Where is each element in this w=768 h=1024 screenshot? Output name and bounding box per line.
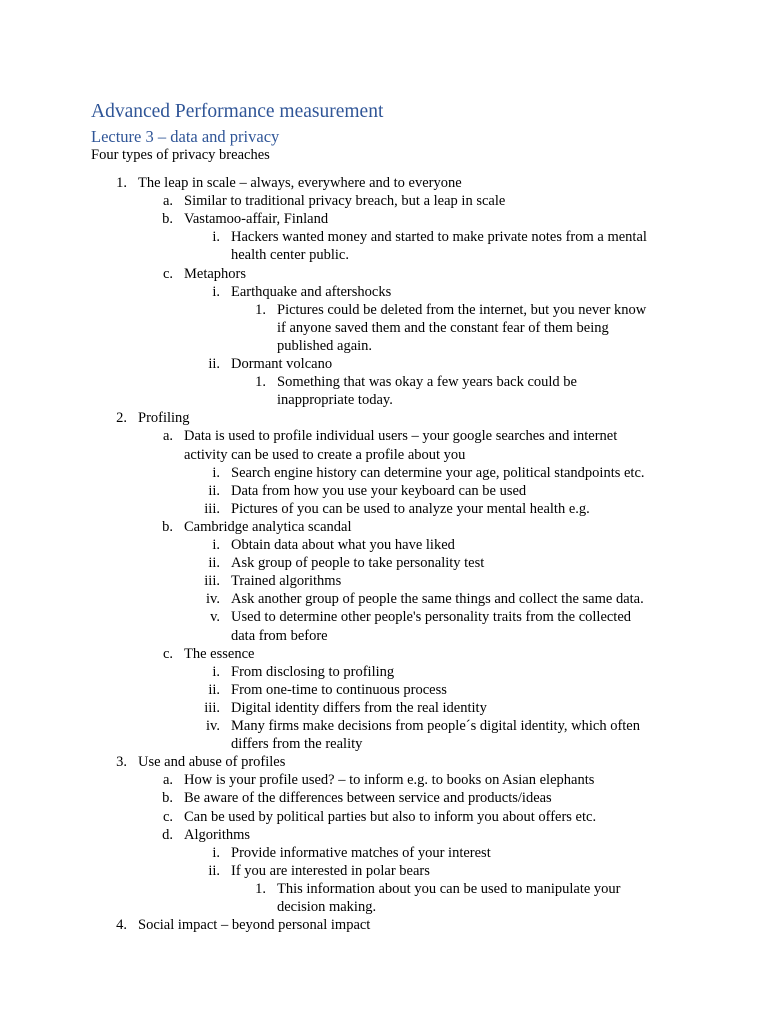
list-marker: ii. [208, 555, 220, 572]
outline-line [0, 427, 768, 445]
outline-line [0, 898, 768, 916]
outline-line [0, 554, 768, 572]
list-marker: i. [212, 283, 220, 300]
outline-line [0, 681, 768, 699]
list-marker: i. [212, 844, 220, 861]
list-item-text: Ask another group of people the same things and collect the same data. [231, 591, 644, 608]
outline-line [0, 337, 768, 355]
list-marker: 1. [116, 175, 127, 191]
list-marker: a. [162, 193, 173, 210]
list-marker: i. [212, 464, 220, 481]
list-item-text: published again. [277, 337, 373, 354]
outline-line [0, 174, 768, 192]
outline-line [0, 319, 768, 337]
list-item-text: Obtain data about what you have liked [231, 537, 455, 553]
list-item-text: inappropriate today. [277, 392, 393, 409]
outline-line [0, 627, 768, 645]
list-item-text: Data from how you use your keyboard can be used [231, 482, 527, 499]
outline-line [0, 518, 768, 536]
list-item-text: Pictures of you can be used to analyze your mental health e.g. [231, 500, 590, 517]
outline-line [0, 446, 768, 464]
outline-line [0, 735, 768, 753]
list-marker: a. [162, 772, 173, 789]
list-marker: 1. [255, 301, 266, 318]
outline-line [0, 753, 768, 771]
list-item-text: Provide informative matches of your interest [231, 844, 491, 861]
outline-line [0, 210, 768, 228]
list-marker: 2. [116, 410, 127, 427]
list-item-text: Similar to traditional privacy breach, but a leap in scale [184, 193, 506, 210]
list-item-text: If you are interested in polar bears [231, 862, 430, 879]
outline-line [0, 844, 768, 862]
list-item-text: health center public. [231, 247, 349, 264]
outline-line [0, 789, 768, 807]
list-marker: 3. [116, 754, 127, 771]
outline-line [0, 536, 768, 554]
list-item-text: Algorithms [184, 826, 251, 843]
outline-line [0, 482, 768, 500]
outline-line [0, 283, 768, 301]
outline-line [0, 409, 768, 427]
outline-line [0, 265, 768, 283]
list-item-text: Search engine history can determine your age, political standpoints etc. [231, 464, 645, 481]
lecture-subtitle: Lecture 3 – data and privacy [91, 127, 280, 146]
outline-line [0, 663, 768, 681]
list-marker: b. [162, 790, 173, 807]
list-item-text: Earthquake and aftershocks [231, 283, 392, 300]
list-item-text: Social impact – beyond personal impact [138, 917, 371, 934]
outline-line [0, 590, 768, 608]
list-item-text: if anyone saved them and the constant fear of them being [277, 319, 609, 336]
list-item-text: Data is used to profile individual users – your google searches and internet [184, 428, 618, 445]
list-marker: c. [162, 265, 173, 282]
list-item-text: activity can be used to create a profile about you [184, 446, 466, 463]
list-item-text: Metaphors [184, 265, 247, 282]
list-item-text: Cambridge analytica scandal [184, 518, 352, 535]
list-marker: c. [162, 808, 173, 825]
list-marker: 4. [116, 917, 127, 934]
outline-line [0, 355, 768, 373]
list-marker: iv. [206, 591, 220, 608]
list-item-text: Trained algorithms [231, 573, 342, 590]
list-marker: i. [212, 663, 220, 680]
outline-line [0, 391, 768, 409]
outline-line [0, 880, 768, 898]
list-marker: 1. [255, 880, 266, 897]
list-item-text: The leap in scale – always, everywhere and to everyone [138, 175, 462, 191]
outline-line [0, 572, 768, 590]
outline-line [0, 916, 768, 934]
outline-line [0, 717, 768, 735]
list-marker: 1. [255, 374, 266, 391]
list-item-text: Use and abuse of profiles [138, 754, 286, 771]
outline-line [0, 771, 768, 789]
list-item-text: Vastamoo-affair, Finland [184, 211, 329, 228]
list-item-text: Pictures could be deleted from the internet, but you never know [277, 301, 647, 318]
list-item-text: data from before [231, 627, 328, 644]
outline-line [0, 699, 768, 717]
outline-line [0, 608, 768, 626]
list-marker: v. [210, 609, 220, 626]
list-item-text: Used to determine other people's personality traits from the collected [231, 609, 632, 626]
list-marker: a. [162, 428, 173, 445]
outline-line [0, 228, 768, 246]
list-item-text: From one-time to continuous process [231, 681, 447, 698]
list-item-text: Digital identity differs from the real identity [231, 699, 487, 716]
outline-line [0, 373, 768, 391]
outline-line [0, 826, 768, 844]
outline-line [0, 192, 768, 210]
list-item-text: Many firms make decisions from people´s digital identity, which often [231, 718, 640, 734]
list-marker: b. [162, 518, 173, 535]
page-title: Advanced Performance measurement [91, 101, 384, 122]
outline-line [0, 645, 768, 663]
outline-line [0, 500, 768, 518]
list-marker: iii. [204, 500, 220, 517]
list-marker: ii. [208, 482, 220, 499]
list-item-text: decision making. [277, 899, 377, 915]
list-item-text: Hackers wanted money and started to make private notes from a mental [231, 229, 647, 246]
list-marker: iii. [204, 699, 220, 716]
list-item-text: Can be used by political parties but also to inform you about offers etc. [184, 808, 597, 825]
list-item-text: Be aware of the differences between service and products/ideas [184, 790, 552, 807]
list-marker: ii. [208, 356, 220, 372]
list-marker: c. [162, 645, 173, 662]
list-marker: ii. [208, 681, 220, 698]
list-marker: d. [162, 826, 173, 843]
list-marker: i. [212, 537, 220, 553]
list-item-text: Something that was okay a few years back could be [277, 374, 577, 391]
list-item-text: This information about you can be used to manipulate your [277, 880, 621, 897]
outline-line [0, 301, 768, 319]
outline-line [0, 862, 768, 880]
list-item-text: How is your profile used? – to inform e.g. to books on Asian elephants [184, 772, 595, 789]
list-marker: b. [162, 211, 173, 228]
list-item-text: Dormant volcano [231, 356, 333, 372]
outline-line [0, 246, 768, 264]
intro-text: Four types of privacy breaches [91, 147, 270, 163]
list-item-text: differs from the reality [231, 736, 363, 753]
list-marker: iv. [206, 718, 220, 734]
list-item-text: The essence [184, 645, 255, 662]
outline-line [0, 808, 768, 826]
list-item-text: Profiling [138, 410, 190, 427]
list-marker: i. [212, 229, 220, 246]
list-marker: ii. [208, 862, 220, 879]
list-item-text: Ask group of people to take personality test [231, 555, 485, 572]
list-item-text: From disclosing to profiling [231, 663, 395, 680]
list-marker: iii. [204, 573, 220, 590]
outline-line [0, 464, 768, 482]
